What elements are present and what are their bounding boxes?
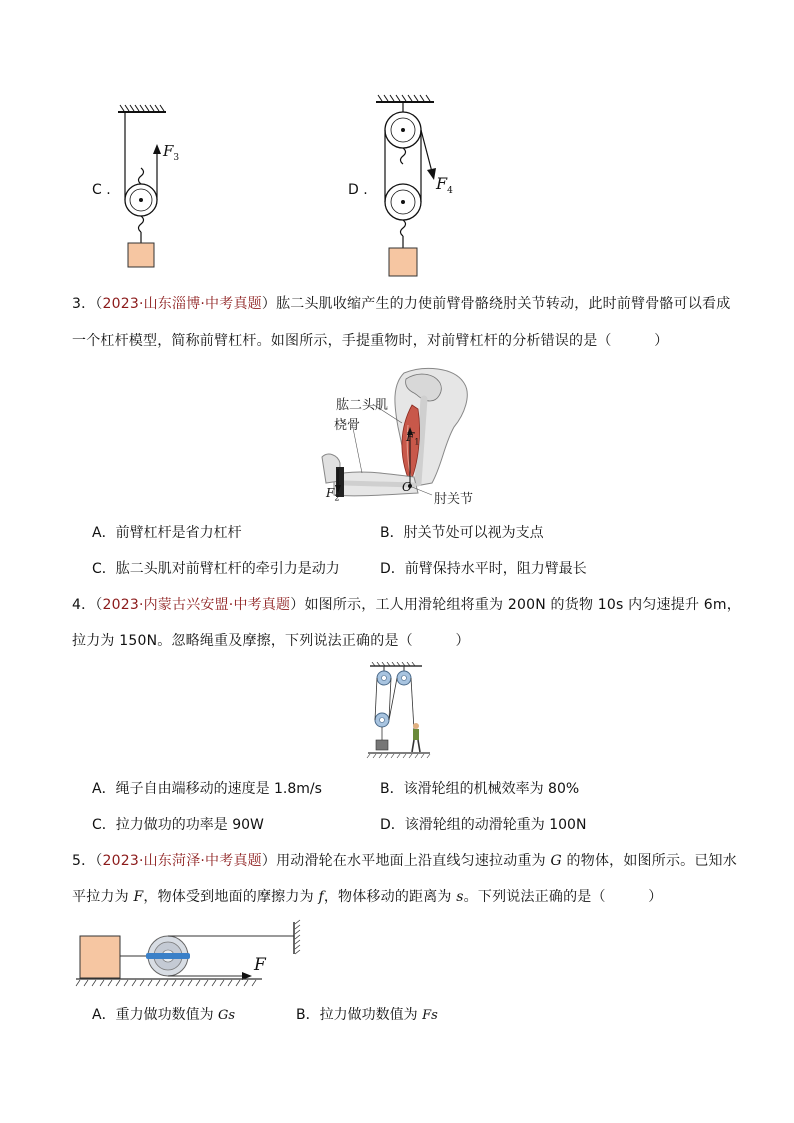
question-5-stem-line2: 平拉力为 F，物体受到地面的摩擦力为 f，物体移动的距离为 s。下列说法正确的是（ ） — [72, 889, 663, 905]
label-elbow: 肘关节 — [434, 492, 474, 507]
pulley-figure-c — [110, 100, 200, 275]
label-o: O — [402, 480, 412, 494]
q2-option-d-label: D . — [348, 182, 368, 198]
question-3-stem-line2: 一个杠杆模型，简称前臂杠杆。如图所示，手提重物时，对前臂杠杆的分析错误的是（ ） — [72, 333, 669, 349]
q3-option-c: C．肱二头肌对前臂杠杆的牵引力是动力 — [92, 561, 340, 577]
question-source: 2023·内蒙古兴安盟·中考真题 — [102, 597, 291, 613]
q4-option-d: D．该滑轮组的动滑轮重为 100N — [380, 817, 587, 833]
question-4-stem-line2: 拉力为 150N。忽略绳重及摩擦，下列说法正确的是（ ） — [72, 633, 470, 649]
label-radius: 桡骨 — [334, 418, 361, 433]
question-4-stem: 4．（2023·内蒙古兴安盟·中考真题）如图所示，工人用滑轮组将重为 200N 的货物 10s 内匀速提升 6m， — [72, 597, 741, 613]
label-biceps: 肱二头肌 — [336, 398, 389, 413]
question-source: 2023·山东淄博·中考真题 — [102, 296, 262, 312]
movable-pulley-figure — [72, 918, 312, 994]
q5-option-b: B．拉力做功数值为 Fs — [296, 1007, 438, 1023]
q3-option-a: A．前臂杠杆是省力杠杆 — [92, 525, 242, 541]
q5-option-a: A．重力做功数值为 Gs — [92, 1007, 236, 1023]
force-f3-label: $F_3$ — [163, 142, 180, 163]
label-f1: $F_1$ — [406, 430, 420, 447]
q4-option-b: B．该滑轮组的机械效率为 80% — [380, 781, 580, 797]
q4-option-c: C．拉力做功的功率是 90W — [92, 817, 264, 833]
label-force-f: F — [254, 955, 266, 975]
q3-option-b: B．肘关节处可以视为支点 — [380, 525, 544, 541]
pulley-figure-d — [370, 92, 470, 282]
label-f2: $F_2$ — [326, 486, 340, 503]
question-3-stem: 3．（2023·山东淄博·中考真题）肱二头肌收缩产生的力使前臂骨骼绕肘关节转动，此时前臂骨骼可以看成 — [72, 296, 731, 312]
question-source: 2023·山东菏泽·中考真题 — [102, 853, 262, 869]
q4-option-a: A．绳子自由端移动的速度是 1.8m/s — [92, 781, 322, 797]
force-f4-label: $F_4$ — [436, 174, 453, 197]
q2-option-c-label: C . — [92, 182, 111, 198]
pulley-block-figure — [364, 662, 436, 764]
question-5-stem: 5．（2023·山东菏泽·中考真题）用动滑轮在水平地面上沿直线匀速拉动重为 G 的物体，如图所示。已知水 — [72, 853, 737, 869]
q3-option-d: D．前臂保持水平时，阻力臂最长 — [380, 561, 587, 577]
